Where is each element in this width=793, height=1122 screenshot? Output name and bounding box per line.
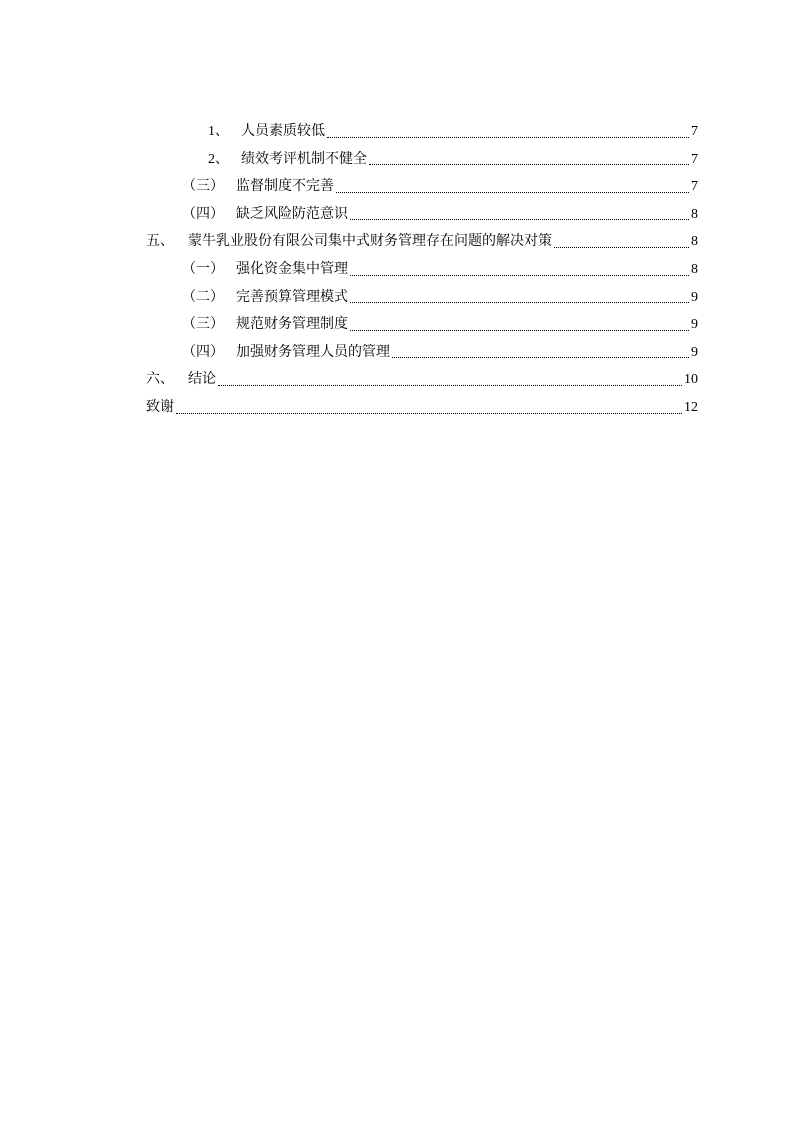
toc-entry-title: 蒙牛乳业股份有限公司集中式财务管理存在问题的解决对策 <box>188 233 552 250</box>
dot-leader <box>350 330 689 331</box>
toc-entry-number: 六、 <box>146 371 174 388</box>
toc-entry-title: 绩效考评机制不健全 <box>241 150 367 167</box>
dot-leader <box>350 302 689 303</box>
toc-entry-page: 8 <box>691 206 698 222</box>
toc-entry-number: （二） <box>182 288 224 305</box>
toc-entry[interactable] <box>146 366 698 394</box>
toc-entry-page: 9 <box>691 317 698 333</box>
dot-leader <box>336 192 689 193</box>
toc-entry-page: 7 <box>691 179 698 195</box>
toc-entry[interactable] <box>146 284 698 312</box>
toc-entry-page: 8 <box>691 234 698 250</box>
toc-entry-number: 五、 <box>146 233 174 250</box>
toc-entry-number: 2、 <box>208 151 229 167</box>
toc-entry-number: （一） <box>182 260 224 277</box>
toc-entry-number: （三） <box>182 178 224 195</box>
dot-leader <box>350 275 689 276</box>
dot-leader <box>554 247 689 248</box>
toc-entry[interactable] <box>146 173 698 201</box>
toc-entry-title: 结论 <box>188 371 216 388</box>
toc-entry-number: 1、 <box>208 124 229 139</box>
toc-entry-page: 10 <box>684 372 698 388</box>
toc-entry[interactable] <box>146 339 698 367</box>
toc-entry-page: 7 <box>691 124 698 139</box>
toc-entry-page: 12 <box>684 399 698 415</box>
dot-leader <box>176 413 682 414</box>
toc-entry[interactable] <box>146 146 698 174</box>
dot-leader <box>392 357 689 358</box>
toc-entry-title: 加强财务管理人员的管理 <box>236 343 390 360</box>
toc-entry[interactable] <box>146 394 698 422</box>
toc-entry-title: 强化资金集中管理 <box>236 260 348 277</box>
toc-entry-number: （四） <box>182 343 224 360</box>
toc-entry-number: （三） <box>182 316 224 333</box>
toc-entry-page: 9 <box>691 289 698 305</box>
toc-entry[interactable] <box>146 201 698 229</box>
table-of-contents <box>146 118 698 422</box>
toc-entry-title: 致谢 <box>146 398 174 415</box>
toc-entry-title: 人员素质较低 <box>241 123 325 139</box>
toc-entry-title: 规范财务管理制度 <box>236 316 348 333</box>
toc-entry-page: 9 <box>691 344 698 360</box>
toc-entry-page: 7 <box>691 151 698 167</box>
toc-entry-title: 缺乏风险防范意识 <box>236 205 348 222</box>
toc-entry-number: （四） <box>182 205 224 222</box>
dot-leader <box>327 137 689 138</box>
dot-leader <box>218 385 682 386</box>
dot-leader <box>350 219 689 220</box>
toc-entry-page: 8 <box>691 261 698 277</box>
toc-entry[interactable] <box>146 256 698 284</box>
toc-entry-title: 完善预算管理模式 <box>236 288 348 305</box>
toc-entry[interactable] <box>146 228 698 256</box>
toc-entry[interactable] <box>146 311 698 339</box>
dot-leader <box>369 164 689 165</box>
toc-entry[interactable] <box>146 118 698 146</box>
toc-entry-title: 监督制度不完善 <box>236 178 334 195</box>
